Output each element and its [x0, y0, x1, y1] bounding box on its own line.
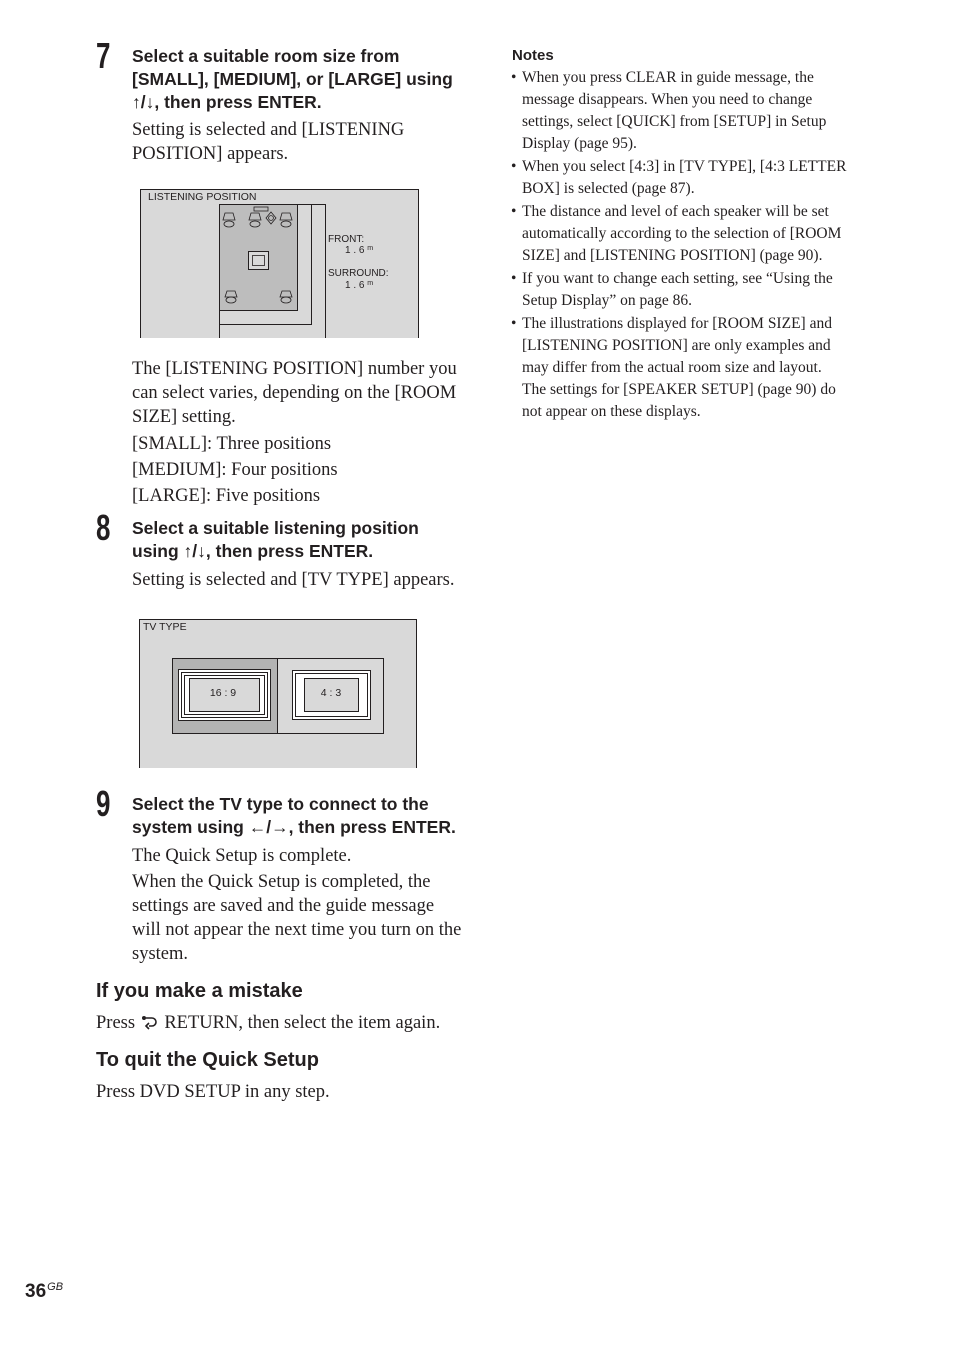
step-9-body-line: When the Quick Setup is completed, the [132, 872, 431, 892]
quit-text-line: Press DVD SETUP in any step. [96, 1082, 330, 1102]
note-line: [LISTENING POSITION] are only examples and [522, 337, 831, 354]
front-distance-value [345, 245, 373, 256]
step-number-8: 8 [96, 507, 111, 548]
note-line: message disappears. When you need to change [522, 91, 813, 108]
mistake-text-after: RETURN, then select the item again. [164, 1013, 441, 1033]
page-number [25, 1281, 63, 1303]
step-7-body-line: POSITION] appears. [132, 144, 289, 164]
note-item: • When you select [4:3] in [TV TYPE], [4:3 LETTER BOX] is selected (page 87). [511, 156, 883, 200]
step-number-9: 9 [96, 783, 111, 824]
return-icon [140, 1014, 160, 1030]
listening-position-screen [140, 189, 419, 338]
listener-position-icon [249, 252, 269, 270]
step-7-body [132, 118, 477, 166]
page-number-suffix: GB [47, 1281, 64, 1293]
step-9-body-line: will not appear the next time you turn on the [132, 920, 462, 940]
note-line: The distance and level of each speaker will be set [522, 203, 829, 220]
step-7-body-line: Setting is selected and [LISTENING [132, 120, 405, 140]
step-7-after-line: can select varies, depending on the [ROOM [132, 383, 457, 403]
step-8-heading [132, 517, 477, 563]
step-7-heading-line: ↑/↓, then press ENTER. [132, 92, 322, 112]
note-line: settings, select [QUICK] from [SETUP] in Setup [522, 113, 827, 130]
tv-type-title: TV TYPE [143, 621, 187, 633]
tv-type-screen [139, 619, 417, 768]
note-item: • The illustrations displayed for [ROOM SIZE] and [LISTENING POSITION] are only examples and may differ from the actual room size and layout. The settings for [SPEAKER SETUP] (page 90) do not appear on these displays. [511, 313, 883, 423]
step-number-7: 7 [96, 35, 111, 76]
quit-heading: To quit the Quick Setup [96, 1049, 319, 1071]
note-line: Setup Display” on page 86. [522, 292, 693, 309]
surround-distance-label: SURROUND: [328, 268, 389, 279]
note-line: If you want to change each setting, see “Using the [522, 270, 833, 287]
step-7-body-after [132, 357, 477, 509]
step-9-body-line: The Quick Setup is complete. [132, 846, 352, 866]
step-7-heading [132, 45, 477, 114]
surround-distance-unit: m [367, 280, 374, 287]
mistake-text [96, 1011, 496, 1035]
front-distance-number: 1 . 6 [345, 245, 365, 256]
note-line: SIZE] and [LISTENING POSITION] (page 90). [522, 247, 823, 264]
notes-list [511, 67, 883, 424]
note-item: • The distance and level of each speaker will be set automatically according to the selection of [ROOM SIZE] and [LISTENING POSITION] (page 90). [511, 201, 883, 267]
step-7-after-line: [LARGE]: Five positions [132, 486, 321, 506]
tv-option-4-3[interactable]: 4 : 3 [320, 687, 342, 699]
surround-distance-value [345, 280, 373, 291]
room-layout-diagram [141, 190, 418, 338]
mistake-heading: If you make a mistake [96, 980, 303, 1002]
step-7-after-line: [SMALL]: Three positions [132, 434, 332, 454]
step-7-after-line: SIZE] setting. [132, 407, 236, 427]
notes-title: Notes [512, 47, 554, 64]
step-8-heading-line: Select a suitable listening position [132, 518, 419, 538]
step-7-heading-line: [SMALL], [MEDIUM], or [LARGE] using [132, 69, 453, 89]
tv-type-options [140, 620, 416, 768]
surround-distance-number: 1 . 6 [345, 280, 365, 291]
tv-option-16-9[interactable]: 16 : 9 [209, 687, 237, 699]
note-line: automatically according to the selection of [ROOM [522, 225, 842, 242]
step-8-heading-line: using ↑/↓, then press ENTER. [132, 541, 374, 561]
step-9-body-line: settings are saved and the guide message [132, 896, 435, 916]
note-line: When you press CLEAR in guide message, the [522, 69, 814, 86]
note-item: • If you want to change each setting, see “Using the Setup Display” on page 86. [511, 268, 883, 312]
front-distance-unit: m [367, 245, 374, 252]
mistake-text-before: Press [96, 1013, 136, 1033]
page-number-value: 36 [25, 1281, 47, 1302]
note-line: BOX] is selected (page 87). [522, 180, 695, 197]
step-9-body-line: system. [132, 944, 189, 964]
note-line: may differ from the actual room size and layout. [522, 359, 822, 376]
step-9-heading-line: system using ←/→, then press ENTER. [132, 817, 456, 837]
note-line: When you select [4:3] in [TV TYPE], [4:3 LETTER [522, 158, 847, 175]
step-8-body [132, 568, 477, 592]
note-line: The settings for [SPEAKER SETUP] (page 90) do [522, 381, 836, 398]
step-9-body [132, 844, 477, 966]
listening-position-title: LISTENING POSITION [148, 191, 257, 203]
note-line: The illustrations displayed for [ROOM SIZE] and [522, 315, 832, 332]
note-line: Display (page 95). [522, 135, 637, 152]
step-7-after-line: [MEDIUM]: Four positions [132, 460, 338, 480]
note-item: • When you press CLEAR in guide message, the message disappears. When you need to change settings, select [QUICK] from [SETUP] in Setup Display (page 95). [511, 67, 883, 155]
step-9-heading-line: Select the TV type to connect to the [132, 794, 429, 814]
step-8-body-line: Setting is selected and [TV TYPE] appears. [132, 570, 455, 590]
quit-text [96, 1080, 441, 1104]
step-7-after-line: The [LISTENING POSITION] number you [132, 359, 457, 379]
step-9-heading [132, 793, 477, 839]
step-7-heading-line: Select a suitable room size from [132, 46, 400, 66]
note-line: not appear on these displays. [522, 403, 701, 420]
front-distance-label: FRONT: [328, 234, 365, 245]
